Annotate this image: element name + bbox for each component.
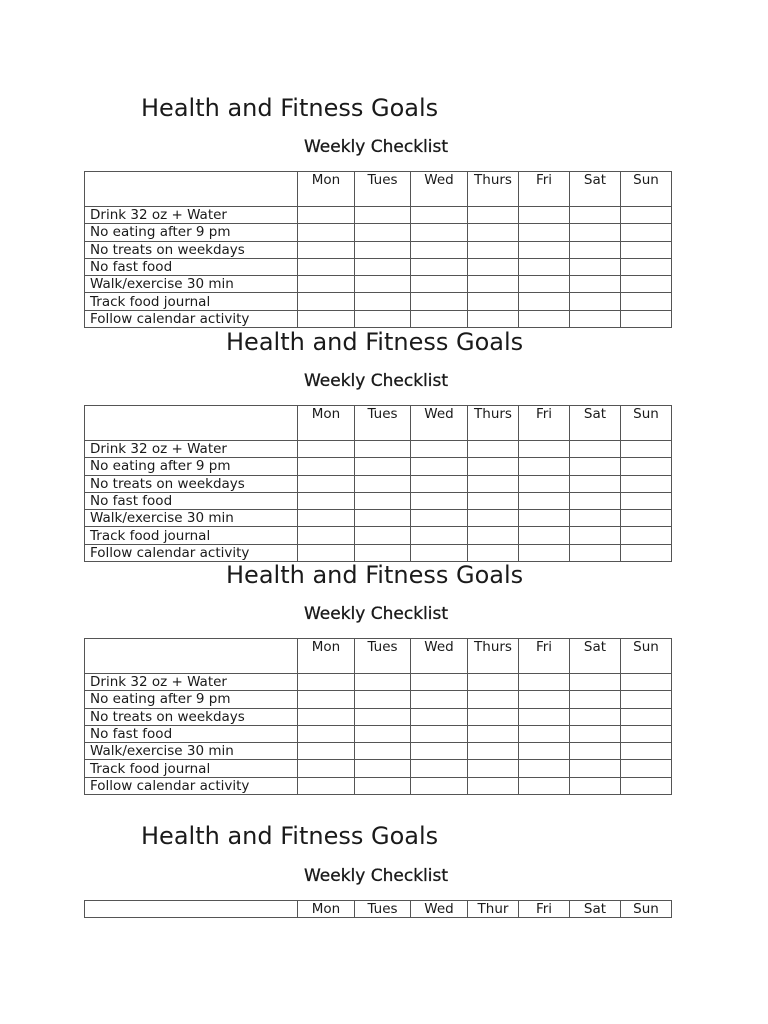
checkbox-cell-tues[interactable] bbox=[355, 475, 411, 492]
checkbox-cell-mon[interactable] bbox=[298, 293, 355, 310]
checkbox-cell-mon[interactable] bbox=[298, 708, 355, 725]
checkbox-cell-sat[interactable] bbox=[570, 241, 621, 258]
checkbox-cell-mon[interactable] bbox=[298, 725, 355, 742]
checkbox-cell-mon[interactable] bbox=[298, 777, 355, 794]
task-label: Track food journal bbox=[85, 293, 298, 310]
task-label: No treats on weekdays bbox=[85, 475, 298, 492]
day-header-mon: Mon bbox=[298, 901, 355, 918]
checkbox-cell-sun[interactable] bbox=[621, 492, 672, 509]
checkbox-cell-mon[interactable] bbox=[298, 544, 355, 561]
task-label: No eating after 9 pm bbox=[85, 224, 298, 241]
checkbox-cell-thurs[interactable] bbox=[468, 527, 519, 544]
checkbox-cell-fri[interactable] bbox=[519, 310, 570, 327]
checkbox-cell-sat[interactable] bbox=[570, 458, 621, 475]
checkbox-cell-wed[interactable] bbox=[411, 708, 468, 725]
day-header-sun: Sun bbox=[621, 172, 672, 207]
table-row bbox=[85, 760, 672, 777]
day-header-sat: Sat bbox=[570, 639, 621, 674]
header-corner-cell bbox=[85, 639, 298, 674]
checkbox-cell-wed[interactable] bbox=[411, 207, 468, 224]
checkbox-cell-sat[interactable] bbox=[570, 691, 621, 708]
checkbox-cell-tues[interactable] bbox=[355, 241, 411, 258]
checkbox-cell-sun[interactable] bbox=[621, 760, 672, 777]
table-row bbox=[85, 441, 672, 458]
checkbox-cell-tues[interactable] bbox=[355, 708, 411, 725]
table-row bbox=[85, 276, 672, 293]
day-header-tues: Tues bbox=[355, 406, 411, 441]
checkbox-cell-fri[interactable] bbox=[519, 224, 570, 241]
day-header-tues: Tues bbox=[355, 901, 411, 918]
task-label: No eating after 9 pm bbox=[85, 691, 298, 708]
weekly-checklist-table bbox=[84, 405, 672, 562]
checkbox-cell-mon[interactable] bbox=[298, 760, 355, 777]
header-row bbox=[85, 172, 672, 207]
checkbox-cell-fri[interactable] bbox=[519, 777, 570, 794]
checkbox-cell-wed[interactable] bbox=[411, 458, 468, 475]
checkbox-cell-wed[interactable] bbox=[411, 674, 468, 691]
checkbox-cell-thurs[interactable] bbox=[468, 492, 519, 509]
checkbox-cell-mon[interactable] bbox=[298, 492, 355, 509]
checkbox-cell-thurs[interactable] bbox=[468, 224, 519, 241]
checkbox-cell-wed[interactable] bbox=[411, 527, 468, 544]
checkbox-cell-tues[interactable] bbox=[355, 492, 411, 509]
task-label: Walk/exercise 30 min bbox=[85, 276, 298, 293]
checkbox-cell-wed[interactable] bbox=[411, 293, 468, 310]
day-header-sat: Sat bbox=[570, 406, 621, 441]
checkbox-cell-sun[interactable] bbox=[621, 527, 672, 544]
checkbox-cell-tues[interactable] bbox=[355, 258, 411, 275]
checkbox-cell-mon[interactable] bbox=[298, 691, 355, 708]
checkbox-cell-mon[interactable] bbox=[298, 510, 355, 527]
checkbox-cell-wed[interactable] bbox=[411, 725, 468, 742]
day-header-fri: Fri bbox=[519, 406, 570, 441]
header-row bbox=[85, 406, 672, 441]
checkbox-cell-sat[interactable] bbox=[570, 258, 621, 275]
checkbox-cell-sun[interactable] bbox=[621, 441, 672, 458]
checkbox-cell-thurs[interactable] bbox=[468, 743, 519, 760]
table-row bbox=[85, 258, 672, 275]
header-row bbox=[85, 639, 672, 674]
table-row bbox=[85, 544, 672, 561]
checkbox-cell-mon[interactable] bbox=[298, 441, 355, 458]
checkbox-cell-fri[interactable] bbox=[519, 475, 570, 492]
checkbox-cell-fri[interactable] bbox=[519, 708, 570, 725]
task-label: No treats on weekdays bbox=[85, 708, 298, 725]
table-row bbox=[85, 725, 672, 742]
checkbox-cell-fri[interactable] bbox=[519, 258, 570, 275]
checkbox-cell-mon[interactable] bbox=[298, 258, 355, 275]
checkbox-cell-tues[interactable] bbox=[355, 544, 411, 561]
task-label: No treats on weekdays bbox=[85, 241, 298, 258]
checkbox-cell-tues[interactable] bbox=[355, 276, 411, 293]
day-header-fri: Fri bbox=[519, 172, 570, 207]
checkbox-cell-tues[interactable] bbox=[355, 777, 411, 794]
checkbox-cell-wed[interactable] bbox=[411, 760, 468, 777]
checkbox-cell-fri[interactable] bbox=[519, 691, 570, 708]
checkbox-cell-mon[interactable] bbox=[298, 475, 355, 492]
checkbox-cell-tues[interactable] bbox=[355, 207, 411, 224]
checkbox-cell-tues[interactable] bbox=[355, 760, 411, 777]
table-row bbox=[85, 777, 672, 794]
checkbox-cell-tues[interactable] bbox=[355, 310, 411, 327]
checkbox-cell-sun[interactable] bbox=[621, 743, 672, 760]
checkbox-cell-thurs[interactable] bbox=[468, 725, 519, 742]
checkbox-cell-fri[interactable] bbox=[519, 674, 570, 691]
checkbox-cell-mon[interactable] bbox=[298, 458, 355, 475]
checkbox-cell-fri[interactable] bbox=[519, 458, 570, 475]
day-header-tues: Tues bbox=[355, 172, 411, 207]
table-row bbox=[85, 743, 672, 760]
checkbox-cell-tues[interactable] bbox=[355, 441, 411, 458]
checkbox-cell-wed[interactable] bbox=[411, 475, 468, 492]
checkbox-cell-wed[interactable] bbox=[411, 510, 468, 527]
day-header-wed: Wed bbox=[411, 406, 468, 441]
page-title: Health and Fitness Goals bbox=[226, 328, 524, 356]
checkbox-cell-wed[interactable] bbox=[411, 544, 468, 561]
checkbox-cell-mon[interactable] bbox=[298, 241, 355, 258]
checkbox-cell-tues[interactable] bbox=[355, 743, 411, 760]
checkbox-cell-fri[interactable] bbox=[519, 276, 570, 293]
task-label: No fast food bbox=[85, 492, 298, 509]
day-header-sat: Sat bbox=[570, 172, 621, 207]
page-title: Health and Fitness Goals bbox=[226, 561, 524, 589]
checkbox-cell-sun[interactable] bbox=[621, 777, 672, 794]
checkbox-cell-sun[interactable] bbox=[621, 458, 672, 475]
checkbox-cell-wed[interactable] bbox=[411, 224, 468, 241]
day-header-sun: Sun bbox=[621, 639, 672, 674]
checkbox-cell-sat[interactable] bbox=[570, 276, 621, 293]
task-label: Walk/exercise 30 min bbox=[85, 510, 298, 527]
checkbox-cell-tues[interactable] bbox=[355, 691, 411, 708]
day-header-mon: Mon bbox=[298, 172, 355, 207]
task-label: Follow calendar activity bbox=[85, 544, 298, 561]
table-row bbox=[85, 458, 672, 475]
checkbox-cell-thurs[interactable] bbox=[468, 258, 519, 275]
header-corner-cell bbox=[85, 406, 298, 441]
table-row bbox=[85, 207, 672, 224]
day-header-thur: Thur bbox=[468, 901, 519, 918]
checkbox-cell-thurs[interactable] bbox=[468, 276, 519, 293]
task-label: Drink 32 oz + Water bbox=[85, 441, 298, 458]
day-header-wed: Wed bbox=[411, 172, 468, 207]
weekly-checklist-table bbox=[84, 171, 672, 328]
task-label: Drink 32 oz + Water bbox=[85, 674, 298, 691]
day-header-fri: Fri bbox=[519, 901, 570, 918]
page-title: Health and Fitness Goals bbox=[141, 94, 439, 122]
day-header-sun: Sun bbox=[621, 406, 672, 441]
checkbox-cell-sat[interactable] bbox=[570, 207, 621, 224]
table-row bbox=[85, 691, 672, 708]
header-corner-cell bbox=[85, 172, 298, 207]
checkbox-cell-fri[interactable] bbox=[519, 241, 570, 258]
checkbox-cell-tues[interactable] bbox=[355, 458, 411, 475]
checkbox-cell-sat[interactable] bbox=[570, 492, 621, 509]
checkbox-cell-thurs[interactable] bbox=[468, 241, 519, 258]
checkbox-cell-mon[interactable] bbox=[298, 310, 355, 327]
checkbox-cell-mon[interactable] bbox=[298, 207, 355, 224]
checkbox-cell-wed[interactable] bbox=[411, 691, 468, 708]
checkbox-cell-wed[interactable] bbox=[411, 276, 468, 293]
checkbox-cell-sun[interactable] bbox=[621, 725, 672, 742]
checkbox-cell-mon[interactable] bbox=[298, 743, 355, 760]
section-subtitle: Weekly Checklist bbox=[303, 866, 449, 886]
checkbox-cell-sun[interactable] bbox=[621, 293, 672, 310]
task-label: No fast food bbox=[85, 258, 298, 275]
day-header-tues: Tues bbox=[355, 639, 411, 674]
checkbox-cell-tues[interactable] bbox=[355, 293, 411, 310]
checkbox-cell-fri[interactable] bbox=[519, 441, 570, 458]
table-row bbox=[85, 475, 672, 492]
section-subtitle: Weekly Checklist bbox=[303, 371, 449, 391]
checkbox-cell-mon[interactable] bbox=[298, 224, 355, 241]
day-header-thurs: Thurs bbox=[468, 406, 519, 441]
day-header-wed: Wed bbox=[411, 901, 468, 918]
checkbox-cell-tues[interactable] bbox=[355, 725, 411, 742]
checkbox-cell-thurs[interactable] bbox=[468, 708, 519, 725]
checkbox-cell-thurs[interactable] bbox=[468, 207, 519, 224]
day-header-sat: Sat bbox=[570, 901, 621, 918]
checkbox-cell-fri[interactable] bbox=[519, 760, 570, 777]
checkbox-cell-thurs[interactable] bbox=[468, 310, 519, 327]
checkbox-cell-sun[interactable] bbox=[621, 691, 672, 708]
checkbox-cell-mon[interactable] bbox=[298, 674, 355, 691]
checkbox-cell-wed[interactable] bbox=[411, 310, 468, 327]
checkbox-cell-fri[interactable] bbox=[519, 207, 570, 224]
table-row bbox=[85, 224, 672, 241]
checkbox-cell-thurs[interactable] bbox=[468, 458, 519, 475]
checkbox-cell-sun[interactable] bbox=[621, 544, 672, 561]
checkbox-cell-thurs[interactable] bbox=[468, 475, 519, 492]
checkbox-cell-sun[interactable] bbox=[621, 224, 672, 241]
checkbox-cell-sat[interactable] bbox=[570, 224, 621, 241]
checkbox-cell-sat[interactable] bbox=[570, 544, 621, 561]
checkbox-cell-mon[interactable] bbox=[298, 527, 355, 544]
checkbox-cell-fri[interactable] bbox=[519, 743, 570, 760]
table-row bbox=[85, 674, 672, 691]
header-corner-cell bbox=[85, 901, 298, 918]
checkbox-cell-thurs[interactable] bbox=[468, 293, 519, 310]
checkbox-cell-sat[interactable] bbox=[570, 527, 621, 544]
table-row bbox=[85, 293, 672, 310]
day-header-mon: Mon bbox=[298, 639, 355, 674]
checkbox-cell-sun[interactable] bbox=[621, 207, 672, 224]
checkbox-cell-sat[interactable] bbox=[570, 760, 621, 777]
task-label: Track food journal bbox=[85, 527, 298, 544]
day-header-wed: Wed bbox=[411, 639, 468, 674]
checkbox-cell-wed[interactable] bbox=[411, 441, 468, 458]
checkbox-cell-sun[interactable] bbox=[621, 510, 672, 527]
checkbox-cell-sat[interactable] bbox=[570, 293, 621, 310]
task-label: Follow calendar activity bbox=[85, 310, 298, 327]
checkbox-cell-sun[interactable] bbox=[621, 475, 672, 492]
day-header-thurs: Thurs bbox=[468, 172, 519, 207]
checkbox-cell-sat[interactable] bbox=[570, 441, 621, 458]
checkbox-cell-fri[interactable] bbox=[519, 510, 570, 527]
day-header-sun: Sun bbox=[621, 901, 672, 918]
checkbox-cell-fri[interactable] bbox=[519, 527, 570, 544]
table-row bbox=[85, 241, 672, 258]
weekly-checklist-table bbox=[84, 638, 672, 795]
checkbox-cell-fri[interactable] bbox=[519, 293, 570, 310]
checkbox-cell-thurs[interactable] bbox=[468, 441, 519, 458]
table-row bbox=[85, 492, 672, 509]
checkbox-cell-wed[interactable] bbox=[411, 492, 468, 509]
checkbox-cell-thurs[interactable] bbox=[468, 691, 519, 708]
checkbox-cell-sat[interactable] bbox=[570, 743, 621, 760]
day-header-fri: Fri bbox=[519, 639, 570, 674]
checkbox-cell-thurs[interactable] bbox=[468, 674, 519, 691]
task-label: Follow calendar activity bbox=[85, 777, 298, 794]
header-row bbox=[85, 901, 672, 918]
weekly-checklist-table bbox=[84, 900, 672, 918]
checkbox-cell-sun[interactable] bbox=[621, 310, 672, 327]
checkbox-cell-sat[interactable] bbox=[570, 310, 621, 327]
table-row bbox=[85, 310, 672, 327]
checkbox-cell-sat[interactable] bbox=[570, 708, 621, 725]
section-subtitle: Weekly Checklist bbox=[303, 137, 449, 157]
checkbox-cell-sun[interactable] bbox=[621, 708, 672, 725]
day-header-mon: Mon bbox=[298, 406, 355, 441]
checkbox-cell-wed[interactable] bbox=[411, 777, 468, 794]
checkbox-cell-tues[interactable] bbox=[355, 224, 411, 241]
task-label: Track food journal bbox=[85, 760, 298, 777]
day-header-thurs: Thurs bbox=[468, 639, 519, 674]
section-subtitle: Weekly Checklist bbox=[303, 604, 449, 624]
task-label: No fast food bbox=[85, 725, 298, 742]
checkbox-cell-sat[interactable] bbox=[570, 475, 621, 492]
checkbox-cell-sat[interactable] bbox=[570, 777, 621, 794]
checkbox-cell-thurs[interactable] bbox=[468, 510, 519, 527]
checkbox-cell-sun[interactable] bbox=[621, 241, 672, 258]
checkbox-cell-fri[interactable] bbox=[519, 544, 570, 561]
page-title: Health and Fitness Goals bbox=[141, 822, 439, 850]
table-row bbox=[85, 510, 672, 527]
checkbox-cell-thurs[interactable] bbox=[468, 544, 519, 561]
checkbox-cell-thurs[interactable] bbox=[468, 777, 519, 794]
checkbox-cell-sat[interactable] bbox=[570, 674, 621, 691]
table-row bbox=[85, 708, 672, 725]
checkbox-cell-mon[interactable] bbox=[298, 276, 355, 293]
table-row bbox=[85, 527, 672, 544]
checkbox-cell-sat[interactable] bbox=[570, 510, 621, 527]
checkbox-cell-fri[interactable] bbox=[519, 725, 570, 742]
checkbox-cell-sat[interactable] bbox=[570, 725, 621, 742]
checkbox-cell-tues[interactable] bbox=[355, 527, 411, 544]
task-label: Walk/exercise 30 min bbox=[85, 743, 298, 760]
checkbox-cell-wed[interactable] bbox=[411, 241, 468, 258]
checkbox-cell-tues[interactable] bbox=[355, 510, 411, 527]
checkbox-cell-tues[interactable] bbox=[355, 674, 411, 691]
checkbox-cell-wed[interactable] bbox=[411, 743, 468, 760]
checkbox-cell-sun[interactable] bbox=[621, 276, 672, 293]
checkbox-cell-thurs[interactable] bbox=[468, 760, 519, 777]
task-label: Drink 32 oz + Water bbox=[85, 207, 298, 224]
checkbox-cell-wed[interactable] bbox=[411, 258, 468, 275]
checkbox-cell-fri[interactable] bbox=[519, 492, 570, 509]
checkbox-cell-sun[interactable] bbox=[621, 258, 672, 275]
checkbox-cell-sun[interactable] bbox=[621, 674, 672, 691]
task-label: No eating after 9 pm bbox=[85, 458, 298, 475]
